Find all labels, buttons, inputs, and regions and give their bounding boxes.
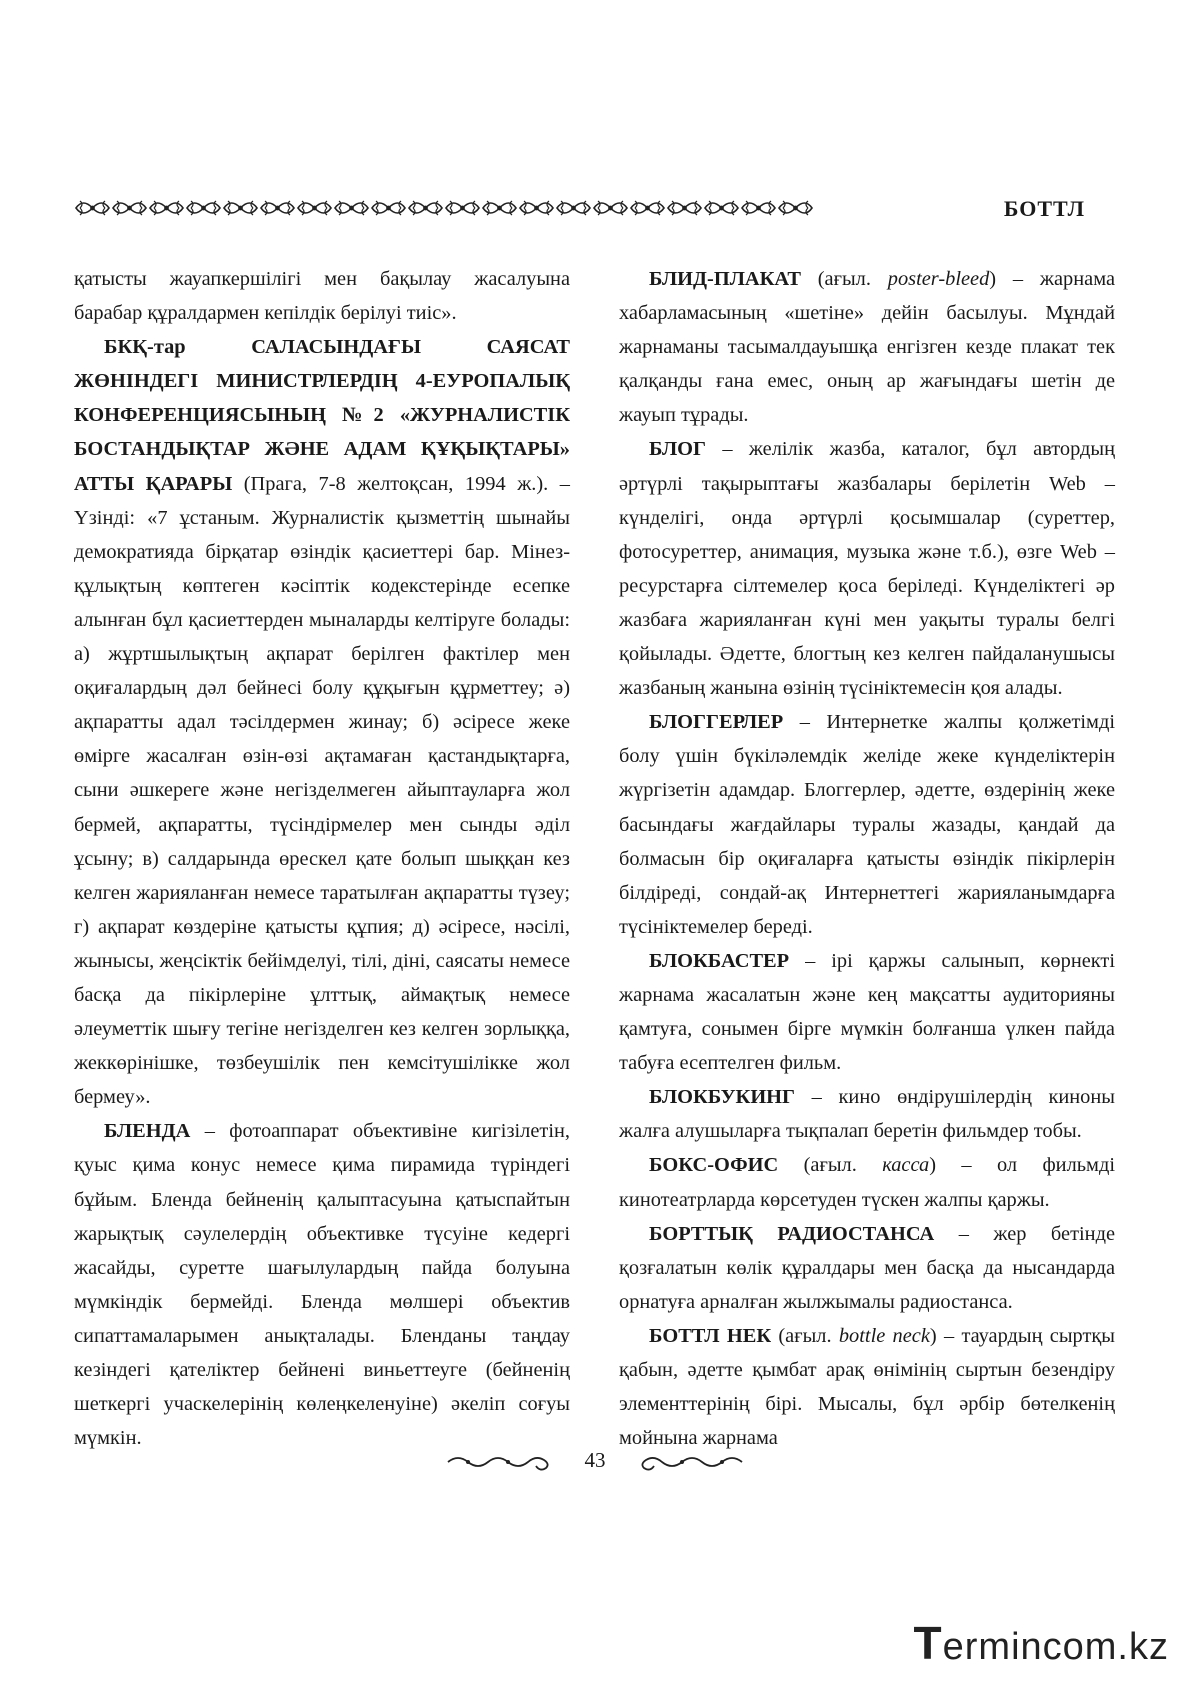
entry-definition: – кино өндірушілердің киноны жалға алушыларға тықпалап беретін фильмдер тобы. bbox=[619, 1086, 1115, 1143]
entry-definition: – Интернетке жалпы қолжетімді болу үшін бүкіләлемдік желіде жеке күнделіктерін жүргізетін адамдар. Блоггерлер, әдетте, өздерінің жеке басындағы жағдайлары туралы жазады, қандай да болмасын бір оқиғаларға қатысты өзіндік пікірлерін білдіреді, сондай-ақ Интернеттегі жарияланымдарға түсініктемелер береді. bbox=[619, 711, 1115, 938]
entry-bloggerler bbox=[619, 705, 1115, 944]
entry-term: БЛОКБАСТЕР bbox=[649, 949, 790, 972]
entry-term: БЛОГ bbox=[649, 438, 706, 461]
foreign-term: касса bbox=[882, 1154, 930, 1177]
page-footer bbox=[0, 1448, 1191, 1478]
entry-term: БКҚ-тар САЛАСЫНДАҒЫ САЯСАТ ЖӨНІНДЕГІ МИНИСТРЛЕРДІҢ 4-ЕУРОПАЛЫҚ КОНФЕРЕНЦИЯСЫНЫҢ №2 «ЖУРНАЛИСТІК БОСТАНДЫҚТАР ЖӘНЕ АДАМ ҚҰҚЫҚТАРЫ» АТТЫ ҚАРАРЫ bbox=[74, 336, 570, 495]
header-ornament-band bbox=[74, 196, 814, 220]
entry-definition: – желілік жазба, каталог, бұл автордың әртүрлі тақырыптағы жазбалары берілетін Web – күнделігі, онда әртүрлі қосымшалар (суреттер, фотосуреттер, анимация, музыка және т.б.), өзге Web – ресурстарға сілтемелер қоса беріледі. Күнделіктегі әр жазбаға жарияланған күні мен уақыты туралы белгі қойылады. Әдетте, блогтың кез келген пайдаланушысы жазбаның жанына өзінің түсініктемесін қоя алады. bbox=[619, 438, 1115, 700]
entry-blog bbox=[619, 432, 1115, 705]
foreign-term: poster-bleed bbox=[887, 268, 990, 290]
entry-term: БЛОКБУКИНГ bbox=[649, 1086, 796, 1109]
entry-term: БЛИД-ПЛАКАТ bbox=[649, 268, 801, 290]
entry-definition: ) – тауардың сыртқы қабын, әдетте қымбат арақ өнімінің сыртын безендіру элементтерінің бірі. Мысалы, бұл әрбір бөтелкенің мойнына жарнама bbox=[619, 1324, 1115, 1450]
entry-term: БОРТТЫҚ РАДИОСТАНСА bbox=[649, 1222, 935, 1245]
page-number: 43 bbox=[584, 1448, 606, 1472]
footer-ornament-left bbox=[444, 1450, 554, 1474]
entry-blockbooking bbox=[619, 1080, 1115, 1148]
site-watermark: Termincom.kz bbox=[913, 1617, 1169, 1669]
entry-onboard-radio bbox=[619, 1217, 1115, 1319]
right-column bbox=[619, 262, 1115, 1455]
left-column bbox=[74, 262, 570, 1455]
entry-definition: (Прага, 7-8 желтоқсан, 1994 ж.). – Үзінді: «7 ұстаным. Журналистік қызметтің шынайы демократияда бірқатар өзіндік қасиеттері бар. Мінез-құлықтың көптеген кәсіптік кодекстерінде есепке алынған бұл қасиеттерден мыналарды келтіруге болады: а) жұртшылықтың ақпарат берілген фактілер мен оқиғалардың дәл бейнесі болу құқығын құрметтеу; ә) ақпаратты адал тәсілдермен жинау; б) әсіресе жеке өмірге жасалған өзін-өзі ақтамаған қастандықтарға, сыни әшкереге және негізделмеген айыптауларға жол бермей, ақпаратты, түсіндірмелер мен сынды әділ ұсыну; в) салдарында өрескел қате болып шыққан кез келген жарияланған немесе таратылған ақпаратты түзеу; г) ақпарат көздеріне қатысты құпия; д) әсіресе, нәсілі, жынысы, жеңсіктік бейімделуі, тілі, діні, саясаты немесе басқа да пікірлеріне ұлттық, аймақтық немесе әлеуметтік шығу тегіне негізделген кез келген зорлыққа, жеккөрінішке, төзбеушілік пен кемсітушілікке жол бермеу». bbox=[74, 472, 570, 1109]
entry-term: БЛОГГЕРЛЕР bbox=[649, 711, 784, 734]
entry-bkk-resolution bbox=[74, 330, 570, 1114]
paragraph-continuation: қатысты жауапкершілігі мен бақылау жасалуына барабар құралдармен кепілдік берілуі тиіс». bbox=[74, 268, 570, 325]
entry-blid-plakat: БЛИД-ПЛАКАТ (ағыл. poster-bleed) – жарнама хабарламасының «шетіне» дейін басылуы. Мұндай жарнаманы тасымалдауышқа енгізген кезде плакат тек қалқанды ғана емес, оның ар жағындағы шетін де жауып тұрады. bbox=[619, 268, 1116, 427]
entry-bottle-neck: БОТТЛ НЕК (ағыл. bottle neck) – тауардың сыртқы қабын, әдетте қымбат арақ өнімінің сыртын безендіру элементтерінің бірі. Мысалы, бұл әрбір бөтелкенің мойнына жарнама bbox=[619, 1324, 1115, 1450]
foreign-term: bottle neck bbox=[838, 1324, 930, 1347]
entry-definition: ) – жарнама хабарламасының «шетіне» дейін басылуы. Мұндай жарнаманы тасымалдауышқа енгізген кезде плакат тек қалқанды ғана емес, оның ар жағындағы шетін де жауып тұрады. bbox=[619, 268, 1116, 427]
entry-box-office: БОКС-ОФИС (ағыл. касса) – ол фильмді кинотеатрларда көрсетуден түскен жалпы қаржы. bbox=[619, 1154, 1115, 1211]
entry-term: БОКС-ОФИС bbox=[649, 1154, 779, 1177]
entry-term: БОТТЛ НЕК bbox=[649, 1324, 772, 1347]
entry-term: БЛЕНДА bbox=[104, 1120, 191, 1143]
entry-definition: – ірі қаржы салынып, көрнекті жарнама жасалатын және кең мақсатты аудиторияны қамтуға, сонымен бірге мүмкін болғанша үлкен пайда табуға есептелген фильм. bbox=[619, 949, 1115, 1075]
running-head: БОТТЛ bbox=[1003, 196, 1085, 221]
entry-definition: – фотоаппарат объективіне кигізілетін, қуыс қима конус немесе қима пирамида түріндегі бұйым. Бленда бейненің қалыптасуына қатыспайтын жарықтық сәулелердің объективке түсуіне кедергі жасайды, суретте шағылулардың пайда болуына мүмкіндік бермейді. Бленда мөлшері объектив сипаттамаларымен анықталады. Бленданы таңдау кезіндегі қателіктер бейнені виньеттеуге (бейненің шеткергі учаскелерінің көлеңкеленуіне) әкеліп соғуы мүмкін. bbox=[74, 1120, 570, 1450]
entry-definition: ) – ол фильмді кинотеатрларда көрсетуден түскен жалпы қаржы. bbox=[619, 1154, 1115, 1211]
footer-ornament-right bbox=[636, 1450, 746, 1474]
entry-blockbuster bbox=[619, 944, 1115, 1080]
entry-blenda bbox=[74, 1114, 570, 1455]
entry-definition: – жер бетінде қозғалатын көлік құралдары мен басқа да нысандарда орнатуға арналған жылжымалы радиостанса. bbox=[619, 1222, 1115, 1313]
